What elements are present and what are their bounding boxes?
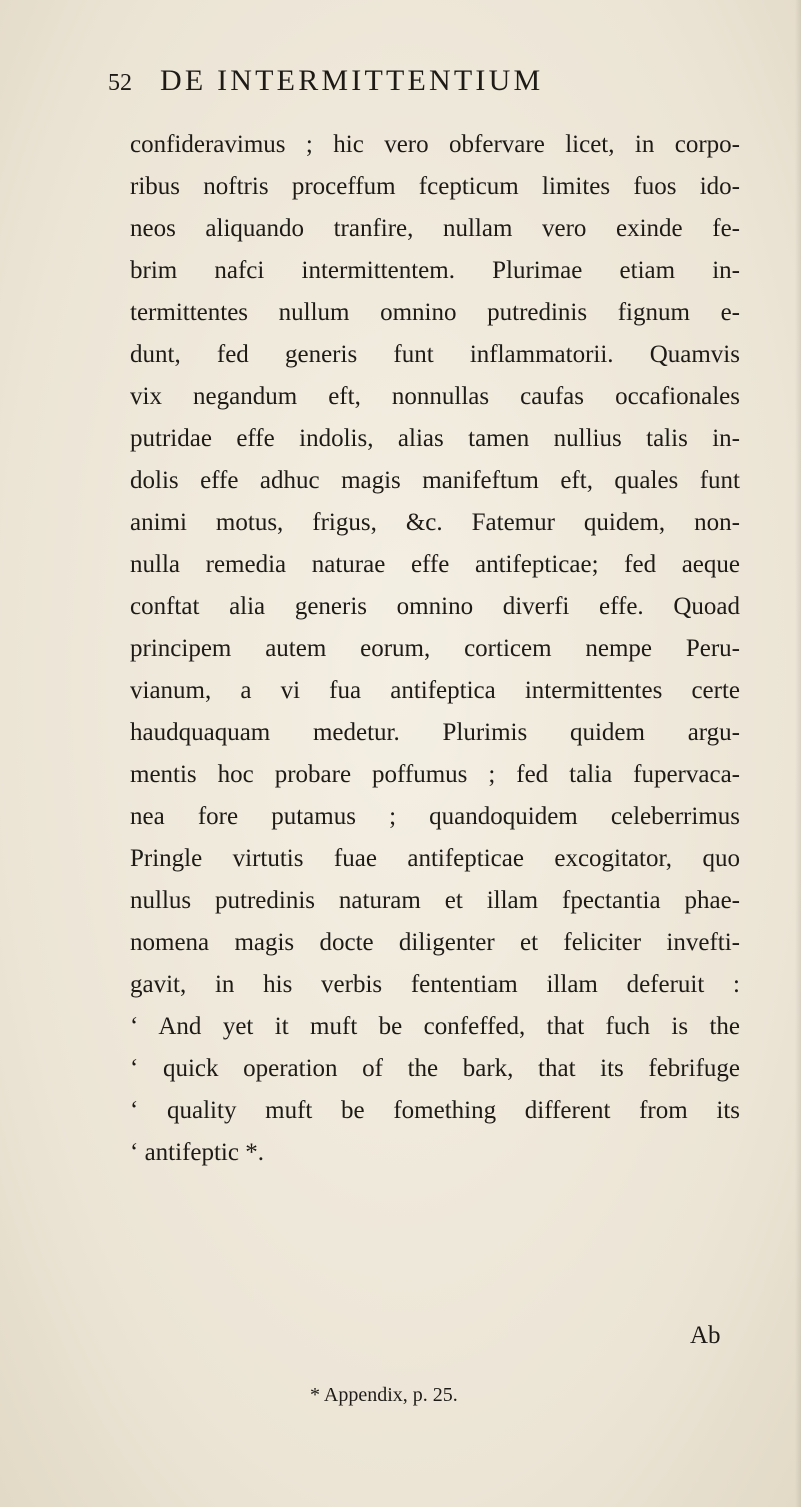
text-line: conftat alia generis omnino diverfi effe. Quoad xyxy=(130,593,740,620)
text-line: animi motus, frigus, &c. Fatemur quidem, non- xyxy=(130,509,740,536)
text-line: haudquaquam medetur. Plurimis quidem argu- xyxy=(130,719,740,746)
text-line: vianum, a vi fua antifeptica intermittentes certe xyxy=(130,677,740,704)
text-line: confideravimus ; hic vero obfervare licet, in corpo- xyxy=(130,131,740,158)
text-line: ‘ quality muft be fomething different from its xyxy=(130,1097,740,1124)
text-line: principem autem eorum, corticem nempe Peru- xyxy=(130,635,740,662)
text-line: nomena magis docte diligenter et feliciter invefti- xyxy=(130,929,740,956)
text-line: neos aliquando tranfire, nullam vero exinde fe- xyxy=(130,215,740,242)
page-edge-shadow xyxy=(795,0,801,1507)
text-line: termittentes nullum omnino putredinis fignum e- xyxy=(130,299,740,326)
text-line: vix negandum eft, nonnullas caufas occafionales xyxy=(130,383,740,410)
text-line: nullus putredinis naturam et illam fpectantia phae- xyxy=(130,887,740,914)
catchword: Ab xyxy=(690,1322,721,1349)
text-line: gavit, in his verbis fententiam illam deferuit : xyxy=(130,971,740,998)
body-text xyxy=(130,124,740,1174)
text-line: ‘ antifeptic *. xyxy=(130,1139,264,1166)
text-line: brim nafci intermittentem. Plurimae etiam in- xyxy=(130,257,740,284)
text-line: nea fore putamus ; quandoquidem celeberrimus xyxy=(130,803,740,830)
text-line: Pringle virtutis fuae antifepticae excogitator, quo xyxy=(130,845,740,872)
text-line: ‘ And yet it muft be confeffed, that fuch is the xyxy=(130,1013,740,1040)
running-head: DE INTERMITTENTIUM xyxy=(160,64,544,97)
footnote: * Appendix, p. 25. xyxy=(310,1384,458,1406)
text-line: ‘ quick operation of the bark, that its febrifuge xyxy=(130,1055,740,1082)
text-line: ribus noftris proceffum fcepticum limites fuos ido- xyxy=(130,173,740,200)
page-number: 52 xyxy=(108,70,132,96)
text-line: mentis hoc probare poffumus ; fed talia fupervaca- xyxy=(130,761,740,788)
text-line: dunt, fed generis funt inflammatorii. Quamvis xyxy=(130,341,740,368)
page-header xyxy=(108,64,718,104)
text-line: nulla remedia naturae effe antifepticae; fed aeque xyxy=(130,551,740,578)
text-line: putridae effe indolis, alias tamen nullius talis in- xyxy=(130,425,740,452)
text-line: dolis effe adhuc magis manifeftum eft, quales funt xyxy=(130,467,740,494)
